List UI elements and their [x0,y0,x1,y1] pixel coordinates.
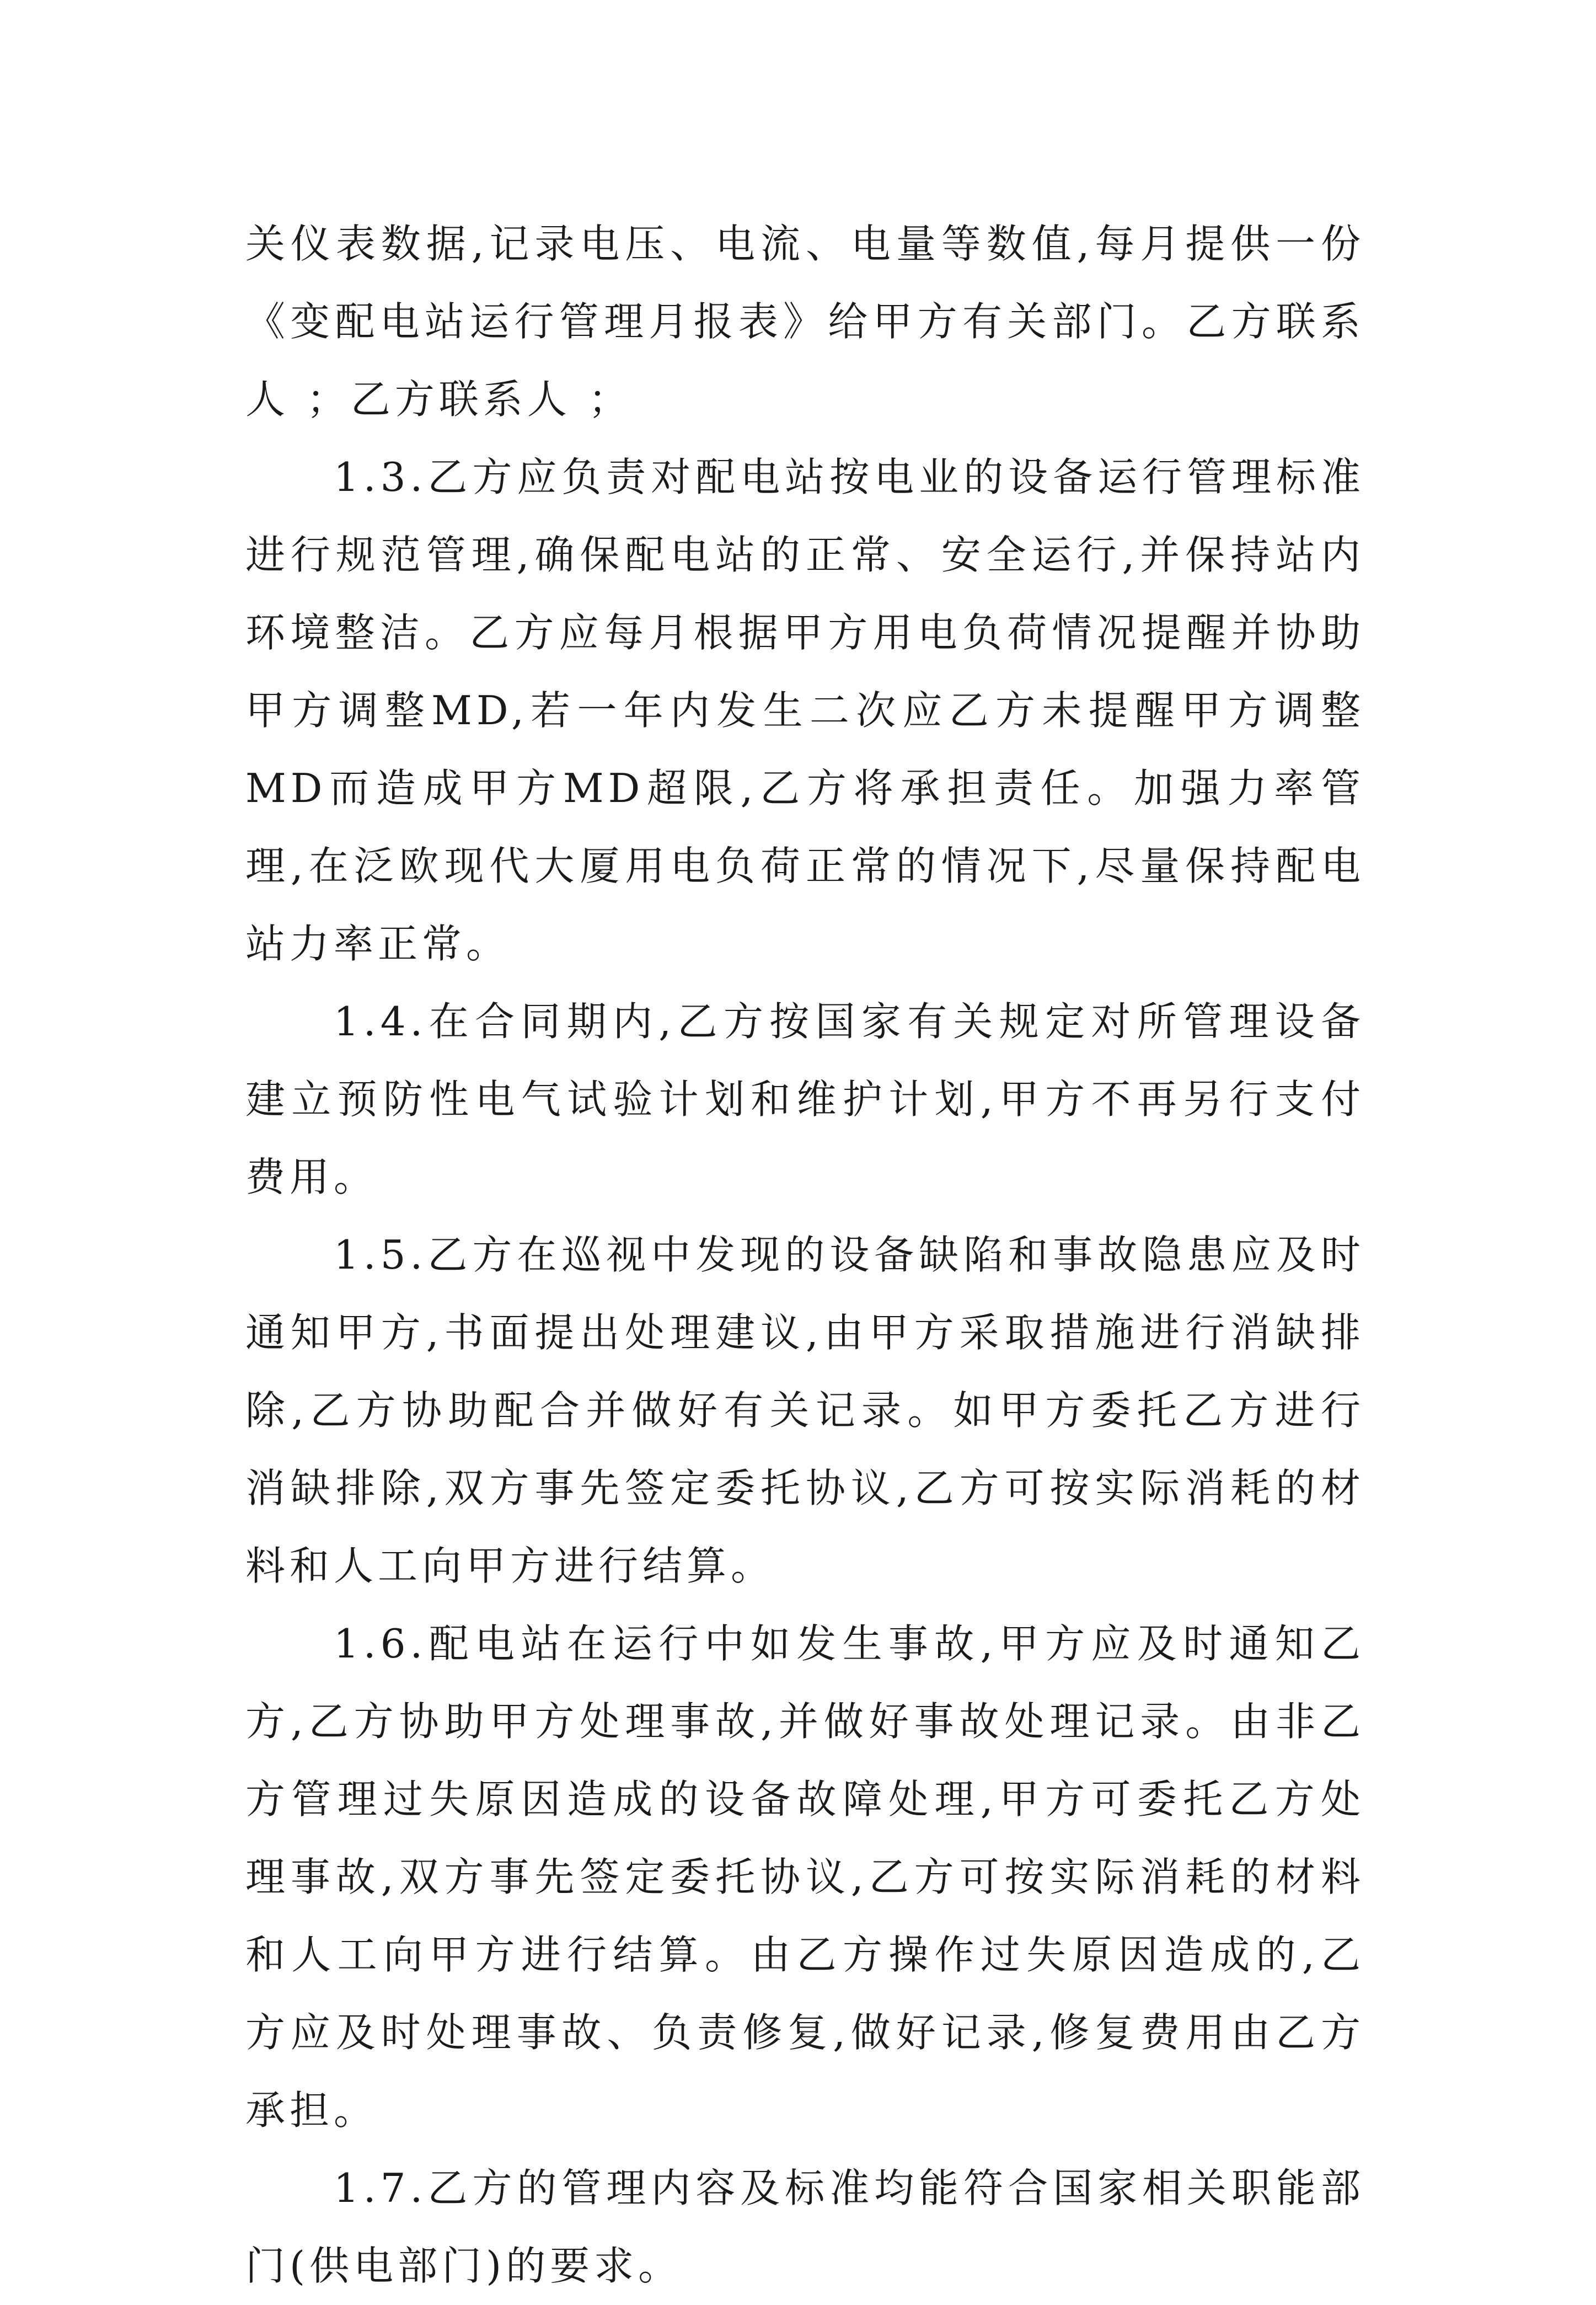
paragraph-intro: 关仪表数据,记录电压、电流、电量等数值,每月提供一份《变配电站运行管理月报表》给甲方有关部门。乙方联系人 ；乙方联系人 ； [245,221,1365,423]
paragraph-1-5: 1.5.乙方在巡视中发现的设备缺陷和事故隐患应及时通知甲方,书面提出处理建议,由甲方采取措施进行消缺排除,乙方协助配合并做好有关记录。如甲方委托乙方进行消缺排除,双方事先签定委托协议,乙方可按实际消耗的材料和人工向甲方进行结算。 [245,1232,1365,1589]
paragraph-1-6: 1.6.配电站在运行中如发生事故,甲方应及时通知乙方,乙方协助甲方处理事故,并做好事故处理记录。由非乙方管理过失原因造成的设备故障处理,甲方可委托乙方处理事故,双方事先签定委托协议,乙方可按实际消耗的材料和人工向甲方进行结算。由乙方操作过失原因造成的,乙方应及时处理事故、负责修复,做好记录,修复费用由乙方承担。 [245,1621,1365,2133]
paragraph-1-7: 1.7.乙方的管理内容及标准均能符合国家相关职能部门(供电部门)的要求。 [245,2165,1365,2289]
paragraph-1-3: 1.3.乙方应负责对配电站按电业的设备运行管理标准进行规范管理,确保配电站的正常、安全运行,并保持站内环境整洁。乙方应每月根据甲方用电负荷情况提醒并协助甲方调整MD,若一年内发生二次应乙方未提醒甲方调整MD而造成甲方MD超限,乙方将承担责任。加强力率管理,在泛欧现代大厦用电负荷正常的情况下,尽量保持配电站力率正常。 [245,454,1365,967]
document-body [245,205,1365,2305]
paragraph-1-4: 1.4.在合同期内,乙方按国家有关规定对所管理设备建立预防性电气试验计划和维护计划,甲方不再另行支付费用。 [245,998,1365,1200]
